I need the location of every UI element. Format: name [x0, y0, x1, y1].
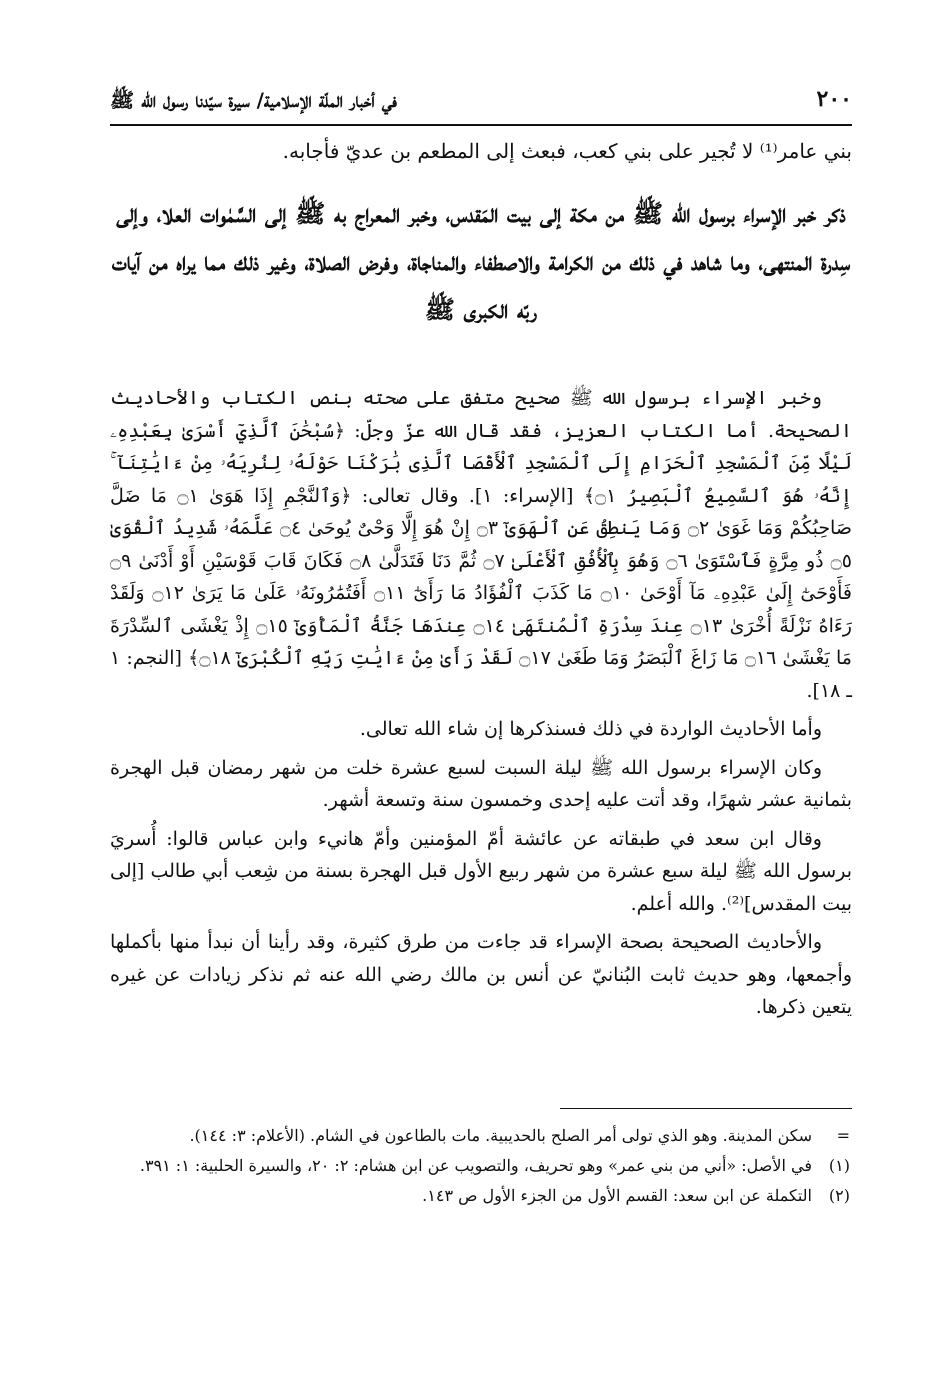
footnote-text: سكن المدينة. وهو الذي تولى أمر الصلح بالحديبية. مات بالطاعون في الشام. (الأعلام: ٣: ١٤٤). [189, 1126, 812, 1145]
continued-text-line: بني عامر⁽¹⁾ لا تُجير على بني كعب، فبعث إلى المطعم بن عديّ فأجابه. [282, 139, 852, 163]
paragraph: والأحاديث الصحيحة بصحة الإسراء قد جاءت من طرق كثيرة، وقد رأينا أن نبدأ منها بأكملها وأجمعها، وهو حديث ثابت البُنانيّ عن أنس بن مالك رضي الله عنه ثم نذكر زيادات عن غيره يتعين ذكرها. [110, 931, 852, 1018]
footnote [110, 1122, 852, 1150]
footnote [110, 1182, 852, 1210]
page-number: ٢٠٠ [816, 86, 852, 112]
footnote-separator [560, 1108, 852, 1109]
footnote-mark: = [836, 1126, 850, 1145]
footnote-text: التكملة عن ابن سعد: القسم الأول من الجزء الأول ص ١٤٣. [422, 1186, 812, 1205]
paragraph: وقال ابن سعد في طبقاته عن عائشة أمّ المؤمنين وأمّ هانيء وابن عباس قالوا: أُسريَ برسول الله ﷺ ليلة سبع عشرة من شهر ربيع الأول قبل الهجرة بسنة من شِعب أبي طالب [إلى بيت المقدس]⁽²⁾. والله أعلم. [110, 827, 852, 915]
body-text [110, 382, 852, 1030]
footnote-text: في الأصل: «أني من بني عمر» وهو تحريف، والتصويب عن ابن هشام: ٢: ٢٠، والسيرة الحلبية: ١: ٣٩١. [139, 1156, 812, 1175]
running-header [110, 80, 852, 126]
paragraph: وأما الأحاديث الواردة في ذلك فسنذكرها إن شاء الله تعالى. [359, 718, 822, 740]
paragraph: وكان الإسراء برسول الله ﷺ ليلة السبت لسبع عشرة خلت من شهر رمضان قبل الهجرة بثمانية عشر شهرًا، وقد أتت عليه إحدى وخمسون سنة وتسعة أشهر. [110, 756, 852, 811]
footnote-mark: (٢) [828, 1186, 850, 1205]
paragraph-quran-verses: وخبر الإسراء برسول الله ﷺ صحيح متفق على صحته بنص الكتاب والأحاديث الصحيحة. أما الكتاب العزيز، فقد قال الله عزّ وجلّ: ﴿سُبْحَٰنَ ٱلَّذِيٓ أَسْرَىٰ بِعَبْدِهِۦ لَيْلًا مِّنَ ٱلْمَسْجِدِ ٱلْحَرَامِ إِلَى ٱلْمَسْجِدِ ٱلْأَقْصَا ٱلَّذِى بَٰرَكْنَا حَوْلَهُۥ لِنُرِيَهُۥ مِنْ ءَايَٰتِنَآ ۚ إِنَّهُۥ هُوَ ٱلسَّمِيعُ ٱلْبَصِيرُ ۝١﴾ [الإسراء: ١]. وقال تعالى: ﴿وَٱلنَّجْمِ إِذَا هَوَىٰ ۝١ مَا ضَلَّ صَاحِبُكُمْ وَمَا غَوَىٰ ۝٢ وَمَا يَنطِقُ عَنِ ٱلْهَوَىٰٓ ۝٣ إِنْ هُوَ إِلَّا وَحْىٌ يُوحَىٰ ۝٤ عَلَّمَهُۥ شَدِيدُ ٱلْقُوَىٰ ۝٥ ذُو مِرَّةٍ فَٱسْتَوَىٰ ۝٦ وَهُوَ بِٱلْأُفُقِ ٱلْأَعْلَىٰ ۝٧ ثُمَّ دَنَا فَتَدَلَّىٰ ۝٨ فَكَانَ قَابَ قَوْسَيْنِ أَوْ أَدْنَىٰ ۝٩ فَأَوْحَىٰٓ إِلَىٰ عَبْدِهِۦ مَآ أَوْحَىٰ ۝١٠ مَا كَذَبَ ٱلْفُؤَادُ مَا رَأَىٰٓ ۝١١ أَفَتُمَٰرُونَهُۥ عَلَىٰ مَا يَرَىٰ ۝١٢ وَلَقَدْ رَءَاهُ نَزْلَةً أُخْرَىٰ ۝١٣ عِندَ سِدْرَةِ ٱلْمُنتَهَىٰ ۝١٤ عِندَهَا جَنَّةُ ٱلْمَأْوَىٰٓ ۝١٥ إِذْ يَغْشَى ٱلسِّدْرَةَ مَا يَغْشَىٰ ۝١٦ مَا زَاغَ ٱلْبَصَرُ وَمَا طَغَىٰ ۝١٧ لَقَدْ رَأَىٰ مِنْ ءَايَٰتِ رَبِّهِ ٱلْكُبْرَىٰٓ ۝١٨﴾ [النجم: ١ ـ ١٨]. [110, 387, 853, 702]
running-title: في أخبار الملّة الإسلامية/ سيرة سيّدنا رسول الله ﷺ [110, 88, 397, 112]
footnote-mark: (١) [828, 1156, 850, 1175]
footnote [110, 1152, 852, 1180]
footnotes [110, 1122, 852, 1212]
section-heading: ذكر خبر الإسراء برسول الله ﷺ من مكة إلى بيت المَقدس، وخبر المعراج به ﷺ إلى السَّمٰوات العلا، وإلى سِدرة المنتهى، وما شاهد في ذلك من الكرامة والاصطفاء والمناجاة، وفرض الصلاة، وغير ذلك مما يراه من آيات ربّه الكبرى ﷺ [111, 199, 851, 324]
